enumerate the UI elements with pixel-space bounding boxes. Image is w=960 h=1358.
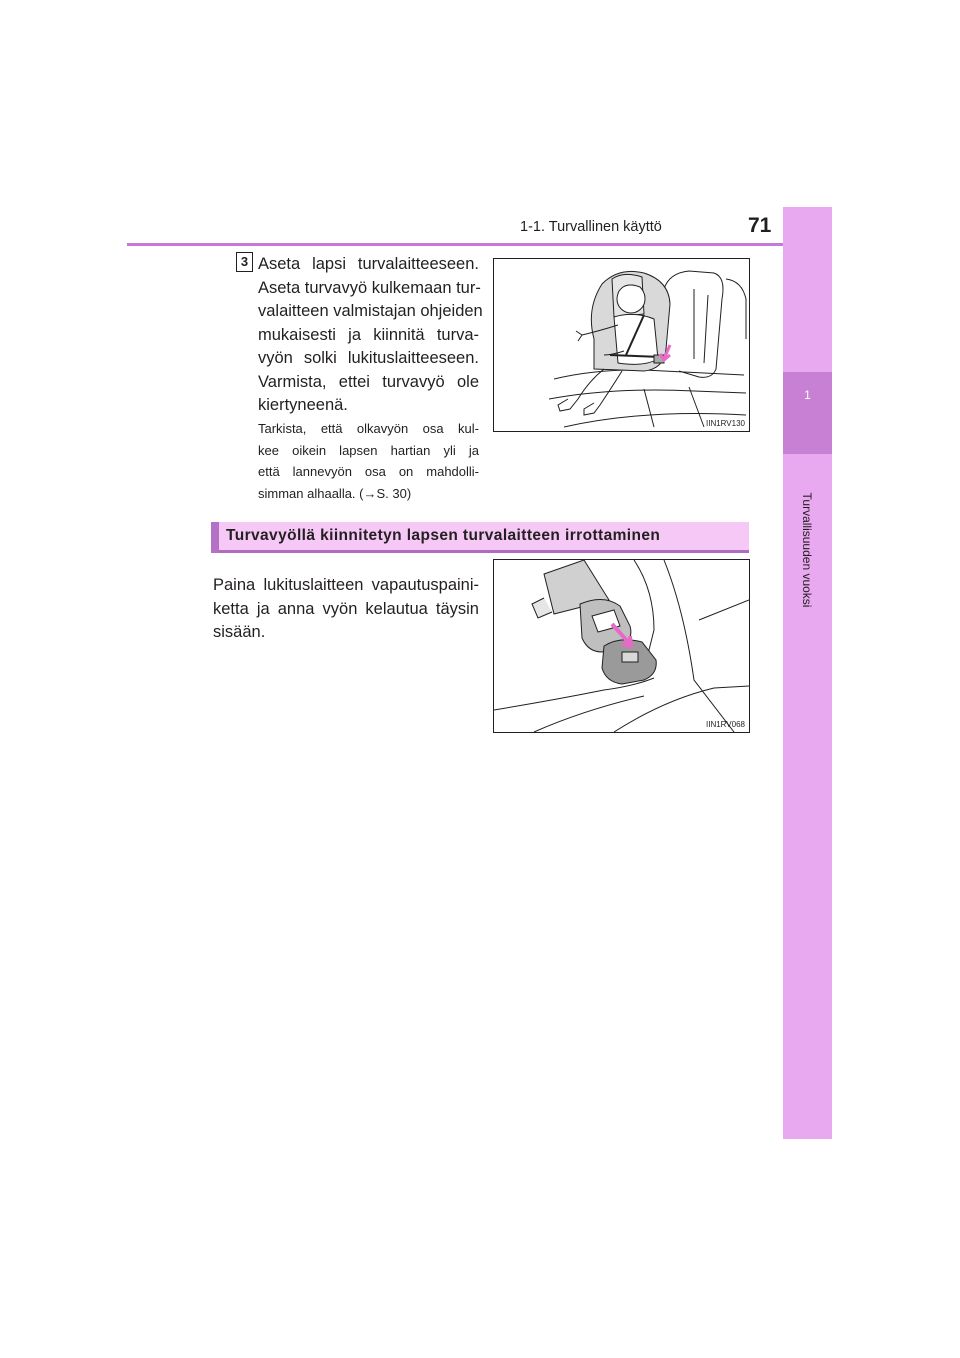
child-seat-illustration <box>494 259 749 431</box>
chapter-number: 1 <box>804 388 811 402</box>
step-line: vyön solki lukituslaitteeseen. <box>258 349 479 367</box>
section-line: ketta ja anna vyön kelautua täysin <box>213 599 479 618</box>
figure-child-seat <box>493 258 750 432</box>
note-line: simman alhaalla. (→S. 30) <box>258 485 412 501</box>
note-line: Tarkista, että olkavyön osa kul- <box>258 421 479 436</box>
step-line: mukaisesti ja kiinnitä turva- <box>258 325 479 344</box>
chapter-side-tab <box>783 207 832 1139</box>
figure-code: IIN1RV130 <box>706 419 745 428</box>
figure-code: IIN1RV068 <box>706 720 745 729</box>
chapter-label-wrap <box>784 470 830 630</box>
section-line: sisään. <box>213 623 266 641</box>
figure-buckle-release <box>493 559 750 733</box>
step-line: Varmista, ettei turvavyö ole <box>258 372 479 391</box>
note-line: että lannevyön osa on mahdolli- <box>258 464 479 479</box>
step-note <box>258 418 479 504</box>
header-rule <box>127 243 832 246</box>
step-line: Aseta lapsi turvalaitteeseen. <box>258 255 479 273</box>
step-line: Aseta turvavyö kulkemaan tur- <box>258 278 481 297</box>
note-line: kee oikein lapsen hartian yli ja <box>258 442 479 458</box>
step-number-badge: 3 <box>236 252 253 272</box>
chapter-number-tab <box>783 372 832 454</box>
step-line: valaitteen valmistajan ohjeiden <box>258 302 483 320</box>
section-heading-accent <box>211 522 219 553</box>
section-heading: Turvavyöllä kiinnitetyn lapsen turvalaitteen irrottaminen <box>226 527 661 544</box>
running-header: 1-1. Turvallinen käyttö <box>520 219 662 235</box>
section-line: Paina lukituslaitteen vapautuspaini- <box>213 576 479 594</box>
step-line: kiertyneenä. <box>258 396 348 414</box>
chapter-label: Turvallisuuden vuoksi <box>800 492 814 608</box>
buckle-release-illustration <box>494 560 749 732</box>
page-number: 71 <box>748 214 772 237</box>
step-instruction <box>258 253 483 418</box>
section-instruction <box>213 574 479 645</box>
